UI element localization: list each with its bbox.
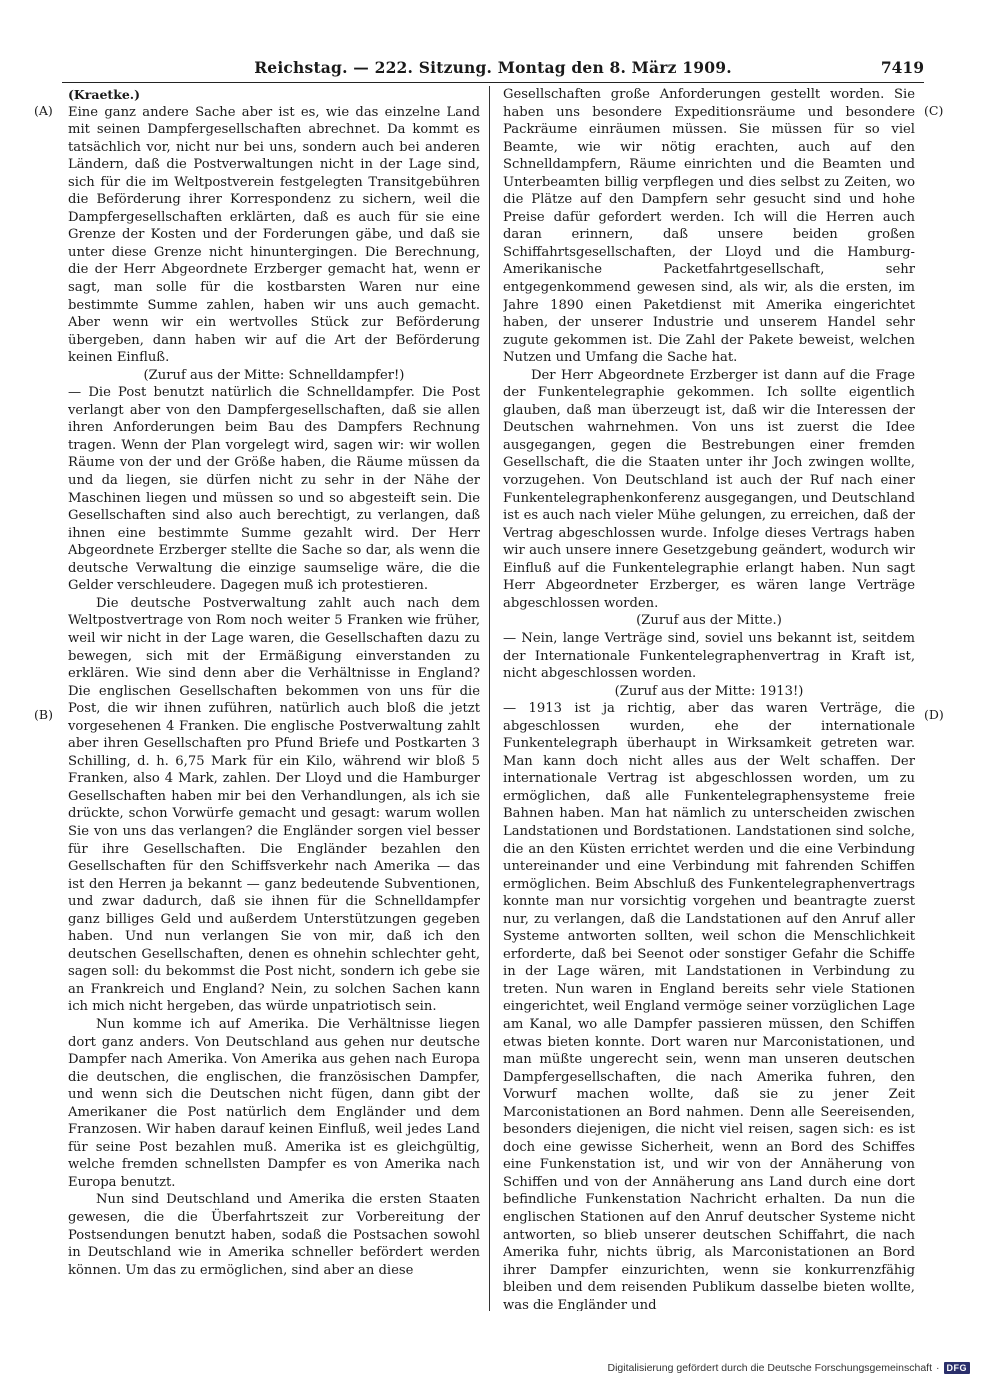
- margin-marker-d: (D): [924, 707, 944, 722]
- page-number: 7419: [880, 58, 924, 77]
- paragraph: — 1913 ist ja richtig, aber das waren Verträge, die abgeschlossen wurden, ehe der internationale Funkentelegraph überhaupt in Wirksamkeit getreten war. Man kann doch nicht alles aus der Welt schaffen. Der internationale Vertrag ist abgeschlossen worden, um zu ermöglichen, daß alle Funkentelegraphensysteme freie Bahnen haben. Man hat nämlich zu unterscheiden zwischen Landstationen und Bordstationen. Landstationen sind solche, die an den Küsten errichtet werden und die eine Verbindung untereinander und eine Verbindung mit fahrenden Schiffen ermöglichen. Beim Abschluß des Funkentelegraphenvertrags konnte man nur vorsichtig vorgehen und beantragte zuerst nur, zu verlangen, daß die Landstationen auf den Anruf aller Systeme antworten sollten, weil schon die Menschlichkeit erforderte, daß bei Seenot oder sonstiger Gefahr die Schiffe in der Lage wären, mit Landstationen in Verbindung zu treten. Nun waren in England bereits sehr viele Stationen eingerichtet, weil England vermöge seiner vorzüglichen Lage am Kanal, wo alle Dampfer passieren müssen, den Schiffen etwas bieten konnte. Dort waren nur Marconistationen, und man müßte ungerecht sein, wenn man unseren deutschen Dampfergesellschaften, die nach Amerika fuhren, den Vorwurf machen wollte, daß sie zu jener Zeit Marconistationen an Bord nahmen. Denn alle Seereisenden, besonders diejenigen, die nicht viel reisen, sagen sich: es ist doch eine gewisse Sicherheit, wenn an Bord des Schiffes eine Funkenstation ist, und wir von der Annäherung von Schiffen und von der Annäherung ans Land durch eine dort befindliche Funkenstation Nachricht erhalten. Da nun die englischen Stationen auf den Anruf deutscher Systeme nicht antworten, so blieb unserer deutschen Schiffahrt, die nach Amerika fuhr, nichts übrig, als Marconistationen an Bord ihrer Dampfer einzurichten, wenn sie konkurrenzfähig bleiben und dem reisenden Publikum dasselbe bieten wollte, was die Engländer und: [503, 701, 915, 1311]
- paragraph: Eine ganz andere Sache aber ist es, wie das einzelne Land mit seinen Dampfergesellschaften abrechnet. Da kommt es tatsächlich vor, nicht nur bei uns, sondern auch bei anderen Ländern, daß die Postverwaltungen nicht in der Lage sind, sich für die im Weltpostverein festgelegten Transitgebühren die Beförderung ihrer Korrespondenz zu sichern, weil die Dampfergesellschaften erklärten, daß es auch für sie eine Grenze der Kosten und der Forderungen gäbe, und daß sie unter diese Grenze nicht hinuntergingen. Die Berechnung, die der Herr Abgeordnete Erzberger gemacht hat, wenn er sagt, man solle für die kostbarsten Waren nur eine bestimmte Summe zahlen, haben wir uns auch gemacht. Aber wenn wir ein wertvolles Stück zur Beförderung übergeben, dann haben wir auf die Art der Beförderung keinen Einfluß.: [68, 104, 480, 366]
- paragraph: — Nein, lange Verträge sind, soviel uns bekannt ist, seitdem der Internationale Funkentelegraphenvertrag in Kraft ist, nicht abgeschlossen worden.: [503, 630, 915, 682]
- column-divider: [489, 86, 490, 1311]
- margin-marker-c: (C): [924, 103, 944, 118]
- paragraph: — Die Post benutzt natürlich die Schnelldampfer. Die Post verlangt aber von den Dampfergesellschaften, daß sie allen ihren Anforderungen beim Bau des Dampfers Rechnung tragen. Wenn der Plan vorgelegt wird, sagen wir: wir wollen Räume von der und der Größe haben, die Räume müssen da und da liegen, sie dürfen nicht zu sehr in der Nähe der Maschinen liegen und müssen so und so abgesteift sein. Die Gesellschaften sind also auch berechtigt, zu verlangen, daß ihnen eine bestimmte Summe gezahlt wird. Der Herr Abgeordnete Erzberger stellte die Sache so dar, als wenn die deutsche Verwaltung die einzige saumselige wäre, die die Gelder verschleudere. Dagegen muß ich protestieren.: [68, 385, 480, 594]
- page-header: [62, 56, 924, 83]
- footer-credit: Digitalisierung gefördert durch die Deutsche Forschungsgemeinschaft · DFG: [607, 1360, 970, 1376]
- paragraph: Gesellschaften große Anforderungen gestellt worden. Sie haben uns besondere Expeditionsräume und besondere Packräume einräumen müssen. Sie müssen für so viel Beamte, wie wir nötig erachten, auch auf den Schnelldampfern, Räume einrichten und die Beamten und Unterbeamten billig verpflegen und dies selbst zu Zeiten, wo die Plätze auf den Dampfern sehr gesucht sind und hohe Preise dafür gefordert werden. Ich will die Herren auch daran erinnern, daß unsere beiden großen Schiffahrtsgesellschaften, der Lloyd und die Hamburg-Amerikanische Packetfahrtgesellschaft, sehr entgegenkommend gewesen sind, als wir, als die ersten, im Jahre 1890 einen Paketdienst mit Amerika eingerichtet haben, der unserer Industrie und unserem Handel sehr zugute gekommen ist. Die Zahl der Pakete beweist, welchen Nutzen und Umfang die Sache hat.: [503, 87, 915, 366]
- dfg-logo: DFG: [944, 1362, 971, 1374]
- left-column: [68, 86, 480, 1311]
- speaker-name: (Kraetke.): [68, 87, 141, 102]
- interjection: (Zuruf aus der Mitte: Schnelldampfer!): [143, 367, 405, 383]
- paragraph: Der Herr Abgeordnete Erzberger ist dann auf die Frage der Funkentelegraphie gekommen. Ich sollte eigentlich glauben, daß man überzeugt ist, daß wir die Interessen der Deutschen wahrnehmen. Von uns ist zuerst die Idee ausgegangen, gegen die Bestrebungen einer fremden Gesellschaft, die die Staaten unter ihr Joch zwingen wollte, vorzugehen. Von Deutschland ist auch der Ruf nach einer Funkentelegraphenkonferenz ausgegangen, und Deutschland ist es auch nach vieler Mühe gelungen, zu erreichen, daß der Vertrag abgeschlossen wurde. Infolge dieses Vertrags haben wir auch unsere innere Gesetzgebung geändert, wodurch wir Einfluß auf die Funkentelegraphie erlangt haben. Nun sagt Herr Abgeordneter Erzberger, es wären lange Verträge abgeschlossen worden.: [503, 367, 915, 611]
- margin-marker-b: (B): [34, 707, 53, 722]
- footer-text: Digitalisierung gefördert durch die Deutsche Forschungsgemeinschaft: [607, 1362, 932, 1374]
- right-column: [503, 86, 915, 1311]
- paragraph: Die deutsche Postverwaltung zahlt auch nach dem Weltpostvertrage von Rom noch weiter 5 Franken wie früher, weil wir nicht in der Lage waren, die Gesellschaften dazu zu bewegen, sich mit der Ermäßigung einverstanden zu erklären. Wie sind denn aber die Verhältnisse in England? Die englischen Gesellschaften bekommen von uns für die Post, die wir ihnen zuführen, natürlich auch bloß die jetzt vorgesehenen 4 Franken. Die englische Postverwaltung zahlt aber ihren Gesellschaften pro Pfund Briefe und Postkarten 3 Schilling, d. h. 6,75 Mark für ein Kilo, während wir bloß 5 Franken, also 4 Mark, zahlen. Der Lloyd und die Hamburger Gesellschaften haben mir bei den Verhandlungen, als ich sie drückte, schon Vorwürfe gemacht und gesagt: warum wollen Sie von uns das verlangen? die Engländer sorgen viel besser für ihre Gesellschaften. Die Engländer bezahlen den Gesellschaften für den Schiffsverkehr nach Amerika — das ist den Herren ja bekannt — ganz bedeutende Subventionen, und zwar dadurch, daß sie ihnen für die Schnelldampfer ganz billiges Geld und außerdem Unterstützungen gegeben haben. Und nun verlangen Sie von mir, daß ich den deutschen Gesellschaften, denen es ohnehin schlechter geht, sagen soll: du bekommst die Post nicht, sondern ich gebe sie an Frankreich und England? Nein, zu solchen Sachen kann ich mich nicht hergeben, das würde unpatriotisch sein.: [68, 595, 480, 1015]
- paragraph: Nun komme ich auf Amerika. Die Verhältnisse liegen dort ganz anders. Von Deutschland aus gehen nur deutsche Dampfer nach Amerika. Von Amerika aus gehen nach Europa die deutschen, die englischen, die französischen Dampfer, und wenn sich die Deutschen nicht fügen, dann gibt der Amerikaner die Post natürlich dem Engländer und dem Franzosen. Wir haben darauf keinen Einfluß, weil jedes Land für seine Post bezahlen muß. Amerika ist es gleichgültig, welche fremden schnellsten Dampfer es von Amerika nach Europa benutzt.: [68, 1016, 480, 1190]
- interjection: (Zuruf aus der Mitte: 1913!): [614, 683, 804, 699]
- interjection: (Zuruf aus der Mitte.): [636, 613, 782, 629]
- paragraph: Nun sind Deutschland und Amerika die ersten Staaten gewesen, die die Überfahrtszeit zur Vorbereitung der Postsendungen benutzt haben, sodaß die Postsachen sowohl in Deutschland wie in Amerika schneller befördert werden können. Um das zu ermöglichen, sind aber an diese: [68, 1192, 480, 1278]
- header-title: Reichstag. — 222. Sitzung. Montag den 8. März 1909.: [254, 58, 732, 77]
- margin-marker-a: (A): [34, 103, 53, 118]
